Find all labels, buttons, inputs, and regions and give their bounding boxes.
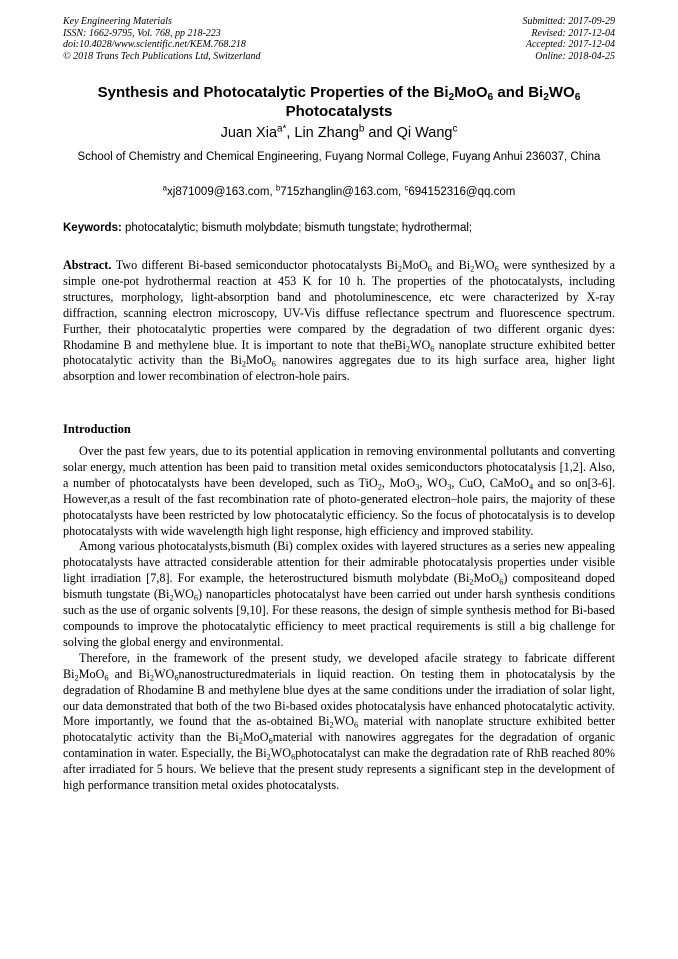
author-name: Lin Zhang (294, 125, 359, 141)
doi-line: doi:10.4028/www.scientific.net/KEM.768.218 (63, 39, 246, 51)
accepted-date: Accepted: 2017-12-04 (525, 39, 615, 51)
issn-line: ISSN: 1662-9795, Vol. 768, pp 218-223 (63, 27, 221, 39)
online-date: Online: 2018-04-25 (535, 50, 615, 62)
header-left (63, 16, 261, 62)
affiliation: School of Chemistry and Chemical Engineering, Fuyang Normal College, Fuyang Anhui 236037, China (77, 151, 601, 163)
author-name: Juan Xia (220, 125, 278, 141)
author-emails: $^a$xj871009@163.com, $^b$715zhanglin@163.com, $^c$694152316@qq.com (162, 183, 516, 198)
paper-title: Synthesis and Photocatalytic Properties of the $Bi_2MoO_6$ and $Bi_2WO_6$ Photocatalysts (97, 84, 581, 120)
revised-date: Revised: 2017-12-04 (531, 27, 615, 39)
keywords-text: photocatalytic; bismuth molybdate; bismuth tungstate; hydrothermal; (121, 222, 473, 234)
header-right (523, 16, 616, 62)
introduction-body (63, 444, 615, 794)
author-name: Qi Wang (396, 125, 453, 141)
journal-name: Key Engineering Materials (63, 16, 172, 27)
copyright-line: © 2018 Trans Tech Publications Ltd, Switzerland (63, 50, 261, 62)
author-list: Juan Xia$^{a*}$, Lin Zhang$^b$ and Qi Wang$^c$ (220, 123, 458, 141)
section-heading-introduction: Introduction (63, 422, 131, 436)
intro-paragraph-2: Among various photocatalysts,bismuth (Bi) complex oxides with layered structures as a series new appealing photocatalysts have attracted considerable attention for their admirable photocatalysis properties under visible light irradiation [7,8]. For example, the heterostructured bismuth molybdate $(Bi_2MoO_6)$ compositeand doped bismuth tungstate $(Bi_2WO_6)$ nanoparticles photocatalyst have been carried out under harsh synthesis conditions such as the use of organic solvents [9,10]. For these reasons, the design of simple synthesis method for Bi-based compounds to improve the photocatalytic efficiency to meet practical requirements is still a big challenge for solving the global energy and environmental. (63, 539, 615, 649)
keywords (63, 221, 615, 236)
intro-paragraph-3: Therefore, in the framework of the present study, we developed afacile strategy to fabricate different $Bi_2MoO_6$ and $Bi_2WO_6nanostructuredmaterials$ in liquid reaction. On testing them in photocatalysis by the degradation of Rhodamine B and methylene blue dyes at the same conditions under the irradiation of solar light, our data demonstrated that both of the two Bi-based oxides photocatalysis have enhanced photocatalytic activity. More importantly, we found that the as-obtained $Bi_2WO_6$ material with nanoplate structure exhibited better photocatalytic activity than the $Bi_2MoO_6material$ with nanowires aggregates for the degradation of organic contamination in water. Especially, the $Bi_2WO_6photocatalyst$ can make the degradation rate of RhB reached 80% after irradiated for 5 hours. We believe that the present study represents a significant step in the development of high performance transition metal oxides photocatalysts. (63, 650, 616, 793)
abstract: Abstract. Two different Bi-based semiconductor photocatalysts $Bi_2MoO_6$ and $Bi_2WO_6$ were synthesized by a simple one-pot hydrothermal reaction at 453 K for 10 h. The properties of the photocatalysts, including structures, morphology, light-absorption band and photoluminescence, etc were characterized by X-ray diffraction, scanning electron microscopy, UV-Vis diffuse reflectance spectrum and fluorescence spectrum. Further, their photocatalytic properties were compared by the degradation of two different organic dyes: Rhodamine B and methylene blue. It is important to note that $theBi_2WO_6$ nanoplate structure exhibited better photocatalytic activity than the $Bi_2MoO_6$ nanowires aggregates due to its high surface area, higher light absorption and lower recombination of electron-hole pairs. (63, 258, 616, 384)
keywords-label: Keywords: (63, 222, 122, 234)
abstract-label: Abstract. (63, 258, 112, 272)
submitted-date: Submitted: 2017-09-29 (522, 16, 615, 27)
intro-paragraph-1: Over the past few years, due to its potential application in removing environmental pollutants and converting solar energy, much attention has been paid to transition metal oxides semiconductors photocatalysis [1,2]. Also, a number of photocatalysts have been developed, such as TiO$_2$, MoO$_3$, $WO_3$, CuO, CaMoO$_4$ and so on[3-6]. However,as a result of the fast recombination rate of photo-generated electron–hole pairs, the majority of these photocatalysts have been restricted by low photocatalytic efficiency. So the focus of photocatalysis is to develop photocatalysts with wide wavelength high light response, high efficiency and improved stability. (63, 444, 616, 538)
